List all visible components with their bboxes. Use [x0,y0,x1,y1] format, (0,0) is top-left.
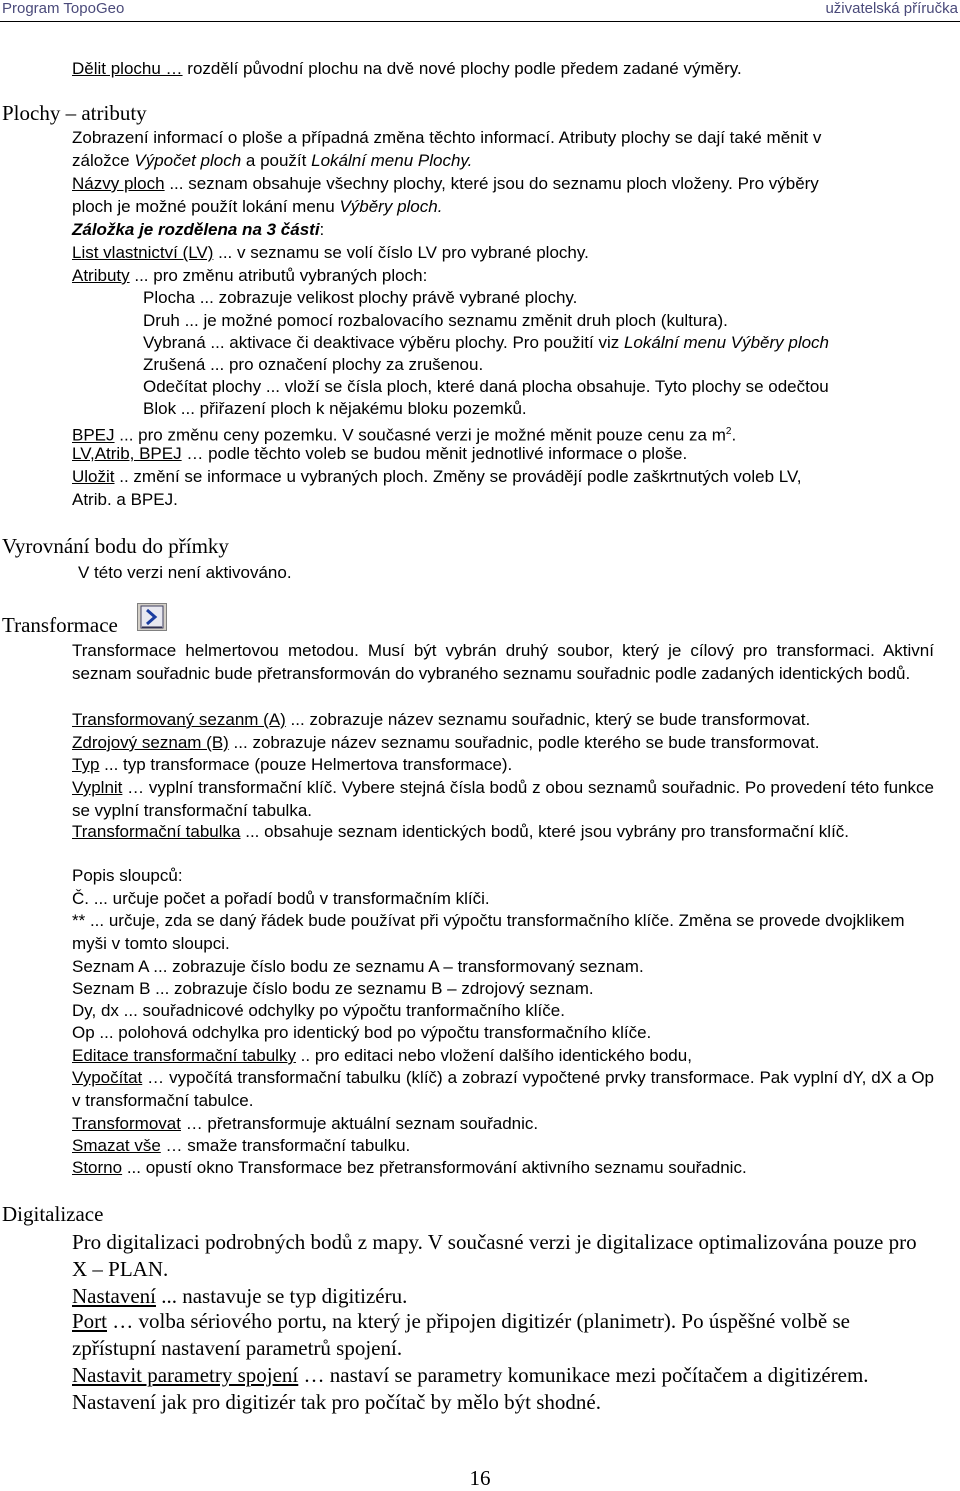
transformacni-tabulka[interactable]: Transformační tabulka [72,822,241,841]
nastaveni-button[interactable]: Nastavení [72,1284,156,1308]
storno-button[interactable]: Storno [72,1158,123,1177]
header-manual-name: uživatelská příručka [825,0,958,17]
atributy-line: Atributy ... pro změnu atributů vybraných ploch: [72,266,428,285]
druh-desc: Druh ... je možné pomocí rozbalovacího seznamu změnit druh ploch (kultura). [143,311,728,330]
header-program-name: Program TopoGeo [2,0,125,17]
col-hvezdy-desc: ** ... určuje, zda se daný řádek bude používat při výpočtu transformačního klíče. Změna se provede dvojklikem myši v tomto sloupci. [72,911,905,953]
transformacni-tabulka-line: Transformační tabulka ... obsahuje seznam identických bodů, které jsou vybrány pro transformační klíč. [72,822,850,841]
delit-plochu-line [72,57,742,80]
lv-line: List vlastnictví (LV) ... v seznamu se volí číslo LV pro vybrané plochy. [72,243,589,262]
plocha-desc: Plocha ... zobrazuje velikost plochy právě vybrané plochy. [143,288,578,307]
transformace-intro: Transformace helmertovou metodou. Musí být vybrán druhý soubor, který je cílový pro transformaci. Aktivní seznam souřadnic bude přetransformován do vybraného seznamu souřadnic podle zadaných identických bodů. [72,641,934,683]
transformovany-seznam-line: Transformovaný sezanm (A) ... zobrazuje název seznamu souřadnic, který se bude transformovat. [72,710,811,729]
ulozit-line: Uložit .. změní se informace u vybraných ploch. Změny se provádějí podle zaškrtnutých voleb LV, [72,467,802,486]
nastavit-parametry-line: Nastavit parametry spojení … nastaví se parametry komunikace mezi počítačem a digitizérem. Nastavení jak pro digitizér tak pro počítač by mělo být shodné. [72,1363,869,1414]
port-select[interactable]: Port [72,1309,108,1333]
vypocitat-line: Vypočítat … vypočítá transformační tabulku (klíč) a zobrazí vypočtené prvky transformace. Pak vyplní dY, dX a Op v transformační tabulce. [72,1068,934,1110]
heading-plochy-atributy: Plochy – atributy [2,101,147,125]
nazvy-ploch-line: Názvy ploch ... seznam obsahuje všechny plochy, které jsou do seznamu ploch vloženy. Pro výběry [72,174,819,193]
nastavit-parametry-button[interactable]: Nastavit parametry spojení [72,1363,299,1387]
col-seznam-b-desc: Seznam B ... zobrazuje číslo bodu ze seznamu B – zdrojový seznam. [72,979,594,998]
typ-line: Typ ... typ transformace (pouze Helmertova transformace). [72,755,513,774]
blok-desc: Blok ... přiřazení ploch k nějakému bloku pozemků. [143,399,527,418]
nazvy-ploch-line-2: ploch je možné použít lokání menu Výběry ploch. [72,197,443,216]
lvatrib-line: LV,Atrib, BPEJ … podle těchto voleb se budou měnit jednotlivé informace o ploše. [72,444,688,463]
ulozit-line-2: Atrib. a BPEJ. [72,490,178,509]
delit-plochu-desc: rozdělí původní plochu na dvě nové plochy podle předem zadané výměry. [182,59,742,78]
transform-icon[interactable] [137,603,167,631]
editace-line: Editace transformační tabulky .. pro editaci nebo vložení dalšího identického bodu, [72,1046,692,1065]
vyrovnani-text: V této verzi není aktivováno. [78,563,292,582]
col-op-desc: Op ... polohová odchylka pro identický bod po výpočtu transformačního klíče. [72,1023,652,1042]
bpej-tab[interactable]: BPEJ [72,425,115,445]
vyplnit-line: Vyplnit … vyplní transformační klíč. Vybere stejná čísla bodů z obou seznamů souřadnic. Po provedení této funkce se vyplní transformační tabulka. [72,778,934,820]
heading-transformace: Transformace [2,613,118,637]
transform-icon-glyph [140,605,164,629]
bpej-line: BPEJ ... pro změnu ceny pozemku. V současné verzi je možné měnit pouze cenu za $m^2$. [72,425,737,445]
smazat-vse-button[interactable]: Smazat vše [72,1136,161,1155]
atributy-tab[interactable]: Atributy [72,266,130,285]
plochy-intro-2: záložce Výpočet ploch a použít Lokální menu Plochy. [72,151,473,170]
nastaveni-line: Nastavení ... nastavuje se typ digitizéru. [72,1284,408,1308]
lvatrib-checkboxes[interactable]: LV,Atrib, BPEJ [72,444,182,463]
vyplnit-button[interactable]: Vyplnit [72,778,123,797]
ulozit-button[interactable]: Uložit [72,467,115,486]
vybrana-desc: Vybraná ... aktivace či deaktivace výběru plochy. Pro použití viz Lokální menu Výběry ploch [143,333,830,352]
zalozka-line: Záložka je rozdělena na 3 části: [72,220,325,239]
zdrojovy-seznam-line: Zdrojový seznam (B) ... zobrazuje název seznamu souřadnic, podle kterého se bude transformovat. [72,733,820,752]
smazat-vse-line: Smazat vše … smaže transformační tabulku. [72,1136,411,1155]
zdrojovy-seznam-field[interactable]: Zdrojový seznam (B) [72,733,229,752]
odecitat-desc: Odečítat plochy ... vloží se čísla ploch, které daná plocha obsahuje. Tyto plochy se odečtou [143,377,829,396]
typ-select[interactable]: Typ [72,755,100,774]
col-cislo-desc: Č. ... určuje počet a pořadí bodů v transformačním klíči. [72,889,490,908]
port-line: Port … volba sériového portu, na který je připojen digitizér (planimetr). Po úspěšné volbě se zpřístupní nastavení parametrů spojení. [72,1309,850,1360]
transformovany-seznam-field[interactable]: Transformovaný sezanm (A) [72,710,286,729]
transformovat-button[interactable]: Transformovat [72,1114,181,1133]
lv-tab[interactable]: List vlastnictví (LV) [72,243,214,262]
transformovat-line: Transformovat … přetransformuje aktuální seznam souřadnic. [72,1114,539,1133]
plochy-intro-1: Zobrazení informací o ploše a případná změna těchto informací. Atributy plochy se dají také měnit v [72,128,822,147]
page-header [0,0,960,22]
col-seznam-a-desc: Seznam A ... zobrazuje číslo bodu ze seznamu A – transformovaný seznam. [72,957,644,976]
editace-tabulky-button[interactable]: Editace transformační tabulky [72,1046,296,1065]
popis-sloupcu: Popis sloupců: [72,866,183,885]
page-number: 16 [469,1466,491,1490]
digitalizace-intro: Pro digitalizaci podrobných bodů z mapy. V současné verzi je digitalizace optimalizována pouze pro X – PLAN. [72,1230,917,1281]
heading-vyrovnani: Vyrovnání bodu do přímky [2,534,229,558]
storno-line: Storno ... opustí okno Transformace bez přetransformování aktivního seznamu souřadnic. [72,1158,747,1177]
heading-digitalizace: Digitalizace [2,1202,104,1226]
nazvy-ploch-list[interactable]: Názvy ploch [72,174,165,193]
zrusena-desc: Zrušená ... pro označení plochy za zrušenou. [143,355,484,374]
col-dy-dx-desc: Dy, dx ... souřadnicové odchylky po výpočtu tranformačního klíče. [72,1001,565,1020]
delit-plochu-button[interactable]: Dělit plochu … [72,59,183,78]
vypocitat-button[interactable]: Vypočítat [72,1068,143,1087]
